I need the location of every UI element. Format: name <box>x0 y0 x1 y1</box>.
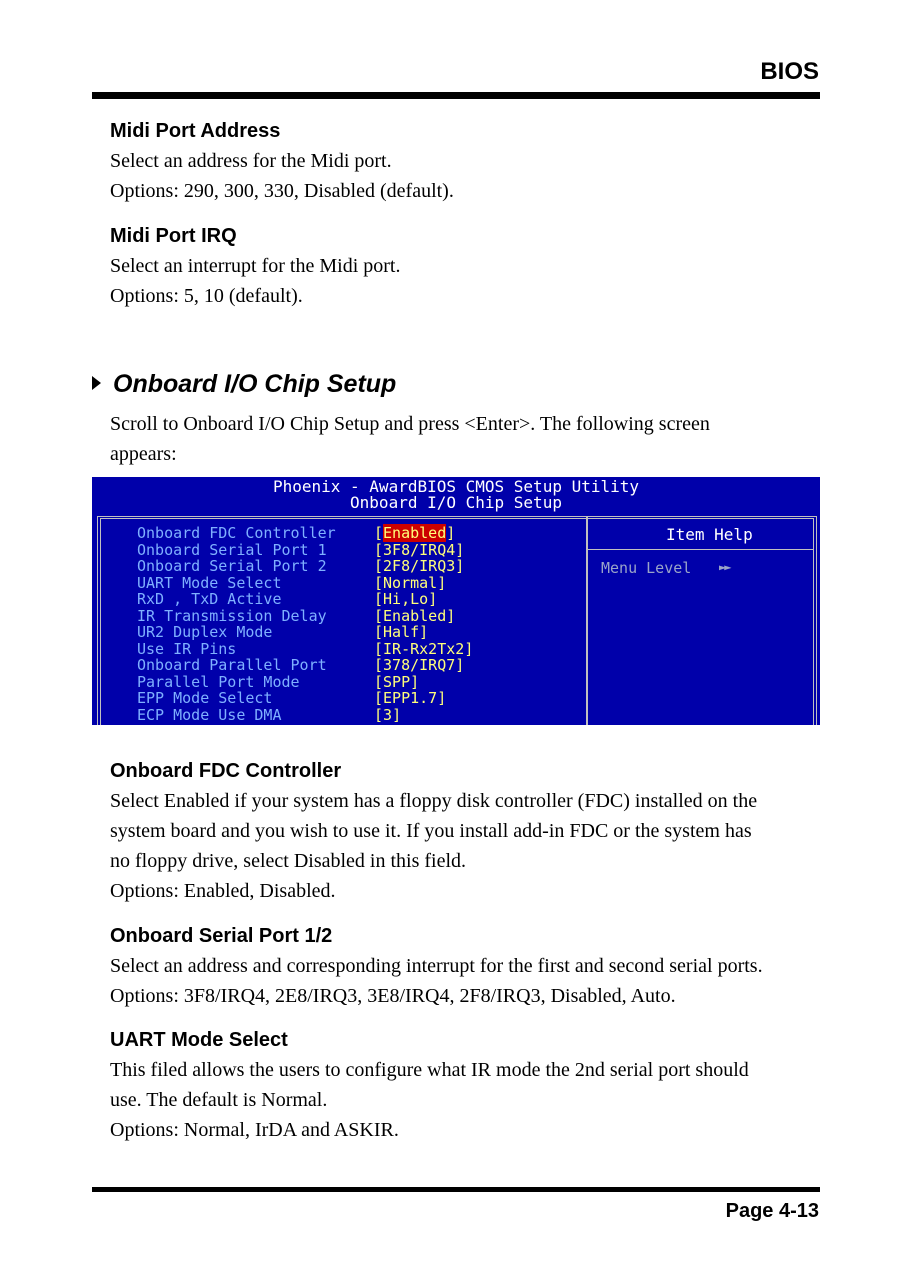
bios-item-value: [Half] <box>374 623 429 641</box>
bios-screen-title: Onboard I/O Chip Setup <box>350 493 562 512</box>
bios-item-label: EPP Mode Select <box>137 689 273 707</box>
bios-item-label: Onboard Serial Port 1 <box>137 540 327 559</box>
bios-item-onboard-serial-port-1[interactable] <box>137 542 464 559</box>
section-title <box>92 370 396 399</box>
bios-item-label: Parallel Port Mode <box>137 672 300 691</box>
heading-onboard-serial-port: Onboard Serial Port 1/2 <box>110 925 333 947</box>
section-intro-line-1: Scroll to Onboard I/O Chip Setup and press <Enter>. The following screen <box>110 413 710 435</box>
item-help-title: Item Help <box>666 525 753 544</box>
section-title-text: Onboard I/O Chip Setup <box>113 370 397 398</box>
heading-uart-mode-select: UART Mode Select <box>110 1029 288 1051</box>
midi-address-description: Select an address for the Midi port. <box>110 150 392 172</box>
uart-description-line-2: use. The default is Normal. <box>110 1089 328 1111</box>
fdc-description-line-3: no floppy drive, select Disabled in this field. <box>110 850 467 872</box>
bios-item-label: Use IR Pins <box>137 639 237 658</box>
bios-item-ur2-duplex-mode[interactable] <box>137 624 428 641</box>
bios-item-label: IR Transmission Delay <box>137 606 327 625</box>
section-intro-line-2: appears: <box>110 443 177 465</box>
serial-options: Options: 3F8/IRQ4, 2E8/IRQ3, 3E8/IRQ4, 2F8/IRQ3, Disabled, Auto. <box>110 985 676 1007</box>
serial-description: Select an address and corresponding interrupt for the first and second serial ports. <box>110 955 763 977</box>
bios-item-onboard-parallel-port[interactable] <box>137 657 464 674</box>
fdc-options: Options: Enabled, Disabled. <box>110 880 336 902</box>
bios-item-value: [3F8/IRQ4] <box>374 540 465 559</box>
bios-item-label: Onboard Serial Port 2 <box>137 557 327 575</box>
page-number: Page 4-13 <box>725 1200 819 1222</box>
fdc-description-line-1: Select Enabled if your system has a floppy disk controller (FDC) installed on the <box>110 790 758 812</box>
heading-onboard-fdc-controller: Onboard FDC Controller <box>110 760 342 782</box>
bios-item-value: [2F8/IRQ3] <box>374 557 465 575</box>
menu-level-arrow-icon: ►► <box>719 560 730 574</box>
uart-options: Options: Normal, IrDA and ASKIR. <box>110 1119 399 1141</box>
footer-rule <box>92 1187 820 1192</box>
bullet-triangle-icon <box>92 376 101 390</box>
header-rule <box>92 92 820 99</box>
bios-item-value: [IR-Rx2Tx2] <box>374 639 474 658</box>
bios-item-use-ir-pins[interactable] <box>137 641 473 658</box>
bios-item-onboard-fdc-controller[interactable]: Onboard FDC Controller [Enabled] <box>137 524 456 542</box>
heading-midi-port-address: Midi Port Address <box>110 120 281 142</box>
bios-item-label: UART Mode Select <box>137 573 282 592</box>
bios-item-value: [Enabled] <box>374 606 456 625</box>
bios-utility-title: Phoenix - AwardBIOS CMOS Setup Utility <box>272 477 640 496</box>
bios-item-value: [EPP1.7] <box>374 689 447 707</box>
bios-item-rxd-txd-active[interactable] <box>137 591 437 608</box>
bios-item-epp-mode-select[interactable] <box>137 690 446 707</box>
menu-level-label: Menu Level <box>601 559 692 577</box>
bios-item-value: [378/IRQ7] <box>374 656 465 674</box>
bios-item-uart-mode-select[interactable] <box>137 575 446 592</box>
bios-item-value: [SPP] <box>374 672 420 691</box>
bios-item-label: RxD , TxD Active <box>137 590 282 608</box>
bios-item-value: [Hi,Lo] <box>374 590 438 608</box>
fdc-description-line-2: system board and you wish to use it. If you install add-in FDC or the system has <box>110 820 752 842</box>
heading-midi-port-irq: Midi Port IRQ <box>110 225 237 247</box>
bios-item-ir-transmission-delay[interactable] <box>137 608 455 625</box>
bios-item-value: [Normal] <box>374 573 447 592</box>
bios-item-value: [3] <box>374 705 402 724</box>
bios-item-label: UR2 Duplex Mode <box>137 623 273 641</box>
bios-help-rule <box>588 549 813 550</box>
bios-item-parallel-port-mode[interactable] <box>137 674 419 691</box>
midi-irq-description: Select an interrupt for the Midi port. <box>110 255 401 277</box>
bios-item-onboard-serial-port-2[interactable] <box>137 558 464 575</box>
bios-screenshot <box>92 477 820 725</box>
bios-item-label: ECP Mode Use DMA <box>137 705 282 724</box>
running-header: BIOS <box>760 58 819 85</box>
bios-item-label: Onboard FDC Controller <box>137 524 336 542</box>
uart-description-line-1: This filed allows the users to configure what IR mode the 2nd serial port should <box>110 1059 749 1081</box>
bios-item-label: Onboard Parallel Port <box>137 656 327 674</box>
bios-item-ecp-mode-use-dma[interactable] <box>137 707 401 724</box>
bios-item-value-selected: Enabled <box>383 524 447 542</box>
midi-irq-options: Options: 5, 10 (default). <box>110 285 303 307</box>
midi-address-options: Options: 290, 300, 330, Disabled (default). <box>110 180 454 202</box>
